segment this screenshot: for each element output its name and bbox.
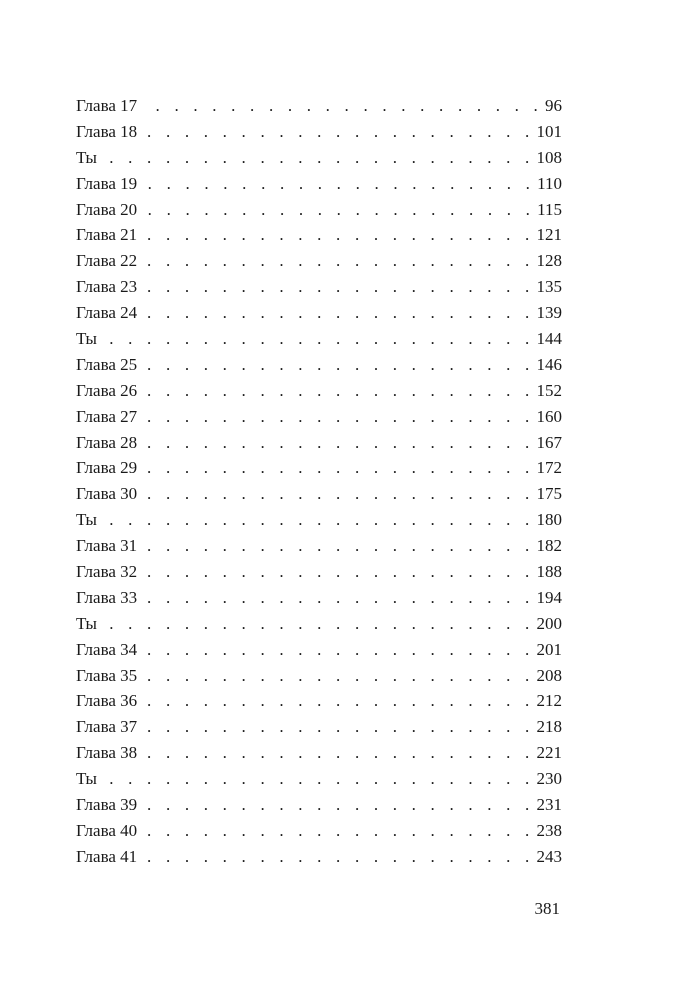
- toc-entry-page: 201: [536, 639, 562, 659]
- toc-entry: [76, 481, 562, 507]
- toc-entry: [76, 533, 562, 559]
- toc-entry: [76, 585, 562, 611]
- toc-entry-title: Глава 31: [76, 536, 138, 556]
- toc-entry: [76, 844, 562, 870]
- toc-entry-page: 115: [537, 199, 562, 219]
- toc-entry-title: Глава 30: [76, 484, 138, 504]
- toc-entry-page: 108: [536, 147, 562, 167]
- toc-entry-page: 101: [536, 121, 562, 141]
- toc-entry: [76, 714, 562, 740]
- toc-entry-title: Глава 18: [76, 121, 138, 141]
- toc-entry: [76, 326, 562, 352]
- toc-entry: [76, 663, 562, 689]
- toc-entry-title: Глава 19: [76, 173, 138, 193]
- toc-entry-page: 121: [536, 225, 562, 245]
- toc-entry-page: 212: [536, 691, 562, 711]
- toc-entry-title: Глава 20: [76, 199, 138, 219]
- toc-entry-page: 139: [536, 303, 562, 323]
- toc-entry: [76, 222, 562, 248]
- toc-leader-dots: [143, 274, 534, 300]
- toc-leader-dots: [143, 688, 534, 714]
- toc-entry: [76, 688, 562, 714]
- toc-entry-title: Ты: [76, 147, 97, 167]
- toc-entry-page: 96: [545, 96, 562, 115]
- toc-entry: [76, 378, 562, 404]
- toc-entry-page: 160: [536, 406, 562, 426]
- toc-entry-page: 221: [536, 743, 562, 763]
- toc-entry-title: Глава 27: [76, 406, 138, 426]
- toc-entry-page: 110: [537, 173, 562, 193]
- toc-leader-dots: [143, 352, 534, 378]
- toc-entry-page: 152: [536, 380, 562, 400]
- toc-leader-dots: [143, 197, 535, 223]
- toc-leader-dots: [143, 300, 534, 326]
- toc-entry-title: Глава 24: [76, 303, 138, 323]
- toc-entry-page: 167: [536, 432, 562, 452]
- toc-entry-title: Глава 37: [76, 717, 138, 737]
- table-of-contents: [76, 93, 562, 870]
- page-number: 381: [534, 899, 560, 918]
- toc-leader-dots: [143, 740, 534, 766]
- toc-entry-title: Глава 26: [76, 380, 138, 400]
- toc-entry-page: 188: [536, 562, 562, 582]
- toc-entry-page: 180: [536, 510, 562, 530]
- toc-entry-page: 128: [536, 251, 562, 271]
- toc-leader-dots: [143, 455, 534, 481]
- toc-leader-dots: [143, 171, 535, 197]
- toc-entry: [76, 637, 562, 663]
- toc-entry-title: Ты: [76, 613, 97, 633]
- toc-leader-dots: [143, 818, 534, 844]
- toc-leader-dots: [143, 533, 534, 559]
- toc-leader-dots: [143, 663, 534, 689]
- toc-entry-title: Глава 40: [76, 820, 138, 840]
- toc-entry-title: Глава 41: [76, 846, 138, 866]
- toc-leader-dots: [143, 378, 534, 404]
- toc-entry-page: 231: [536, 795, 562, 815]
- toc-leader-dots: [143, 404, 534, 430]
- toc-entry-page: 146: [536, 354, 562, 374]
- toc-entry-title: Глава 32: [76, 562, 138, 582]
- toc-entry: [76, 818, 562, 844]
- toc-entry: [76, 455, 562, 481]
- toc-entry: [76, 611, 562, 637]
- toc-entry-page: 175: [536, 484, 562, 504]
- toc-entry-title: Глава 39: [76, 795, 138, 815]
- toc-entry: [76, 559, 562, 585]
- toc-leader-dots: [143, 714, 534, 740]
- toc-entry-title: Глава 28: [76, 432, 138, 452]
- toc-entry: [76, 740, 562, 766]
- toc-entry-title: Глава 34: [76, 639, 138, 659]
- toc-entry-page: 135: [536, 277, 562, 297]
- toc-entry: [76, 119, 562, 145]
- toc-entry-page: 238: [536, 820, 562, 840]
- toc-entry: [76, 197, 562, 223]
- toc-entry-title: Ты: [76, 510, 97, 530]
- toc-entry-title: Глава 25: [76, 354, 138, 374]
- toc-leader-dots: [143, 844, 534, 870]
- toc-leader-dots: [143, 481, 534, 507]
- toc-entry-page: 200: [536, 613, 562, 633]
- toc-entry-page: 208: [536, 665, 562, 685]
- toc-leader-dots: [103, 766, 535, 792]
- toc-entry: [76, 352, 562, 378]
- toc-leader-dots: [143, 248, 534, 274]
- toc-leader-dots: [143, 559, 534, 585]
- toc-leader-dots: [143, 93, 543, 119]
- toc-entry-title: Глава 23: [76, 277, 138, 297]
- toc-entry-title: Ты: [76, 329, 97, 349]
- toc-entry: [76, 171, 562, 197]
- toc-entry: [76, 792, 562, 818]
- toc-entry-title: Глава 21: [76, 225, 138, 245]
- toc-entry: [76, 766, 562, 792]
- toc-entry-page: 172: [536, 458, 562, 478]
- toc-leader-dots: [143, 792, 534, 818]
- toc-entry-page: 230: [536, 769, 562, 789]
- toc-leader-dots: [143, 430, 534, 456]
- toc-entry-page: 218: [536, 717, 562, 737]
- toc-entry-title: Глава 29: [76, 458, 138, 478]
- toc-entry: [76, 93, 562, 119]
- toc-entry-page: 194: [536, 587, 562, 607]
- toc-entry-title: Глава 33: [76, 587, 138, 607]
- toc-entry-title: Глава 36: [76, 691, 138, 711]
- toc-leader-dots: [103, 611, 535, 637]
- toc-entry: [76, 248, 562, 274]
- toc-entry-title: Ты: [76, 769, 97, 789]
- toc-entry-page: 243: [536, 846, 562, 866]
- toc-entry: [76, 430, 562, 456]
- toc-leader-dots: [103, 145, 535, 171]
- toc-entry-title: Глава 38: [76, 743, 138, 763]
- toc-leader-dots: [103, 507, 535, 533]
- toc-leader-dots: [143, 222, 534, 248]
- toc-leader-dots: [143, 585, 534, 611]
- toc-leader-dots: [103, 326, 535, 352]
- toc-leader-dots: [143, 637, 534, 663]
- toc-entry-page: 144: [536, 329, 562, 349]
- toc-entry: [76, 300, 562, 326]
- toc-entry: [76, 145, 562, 171]
- toc-entry: [76, 274, 562, 300]
- toc-entry-title: Глава 22: [76, 251, 138, 271]
- toc-entry: [76, 404, 562, 430]
- toc-entry-title: Глава 17: [76, 96, 138, 115]
- toc-leader-dots: [143, 119, 534, 145]
- toc-entry-page: 182: [536, 536, 562, 556]
- toc-entry: [76, 507, 562, 533]
- toc-entry-title: Глава 35: [76, 665, 138, 685]
